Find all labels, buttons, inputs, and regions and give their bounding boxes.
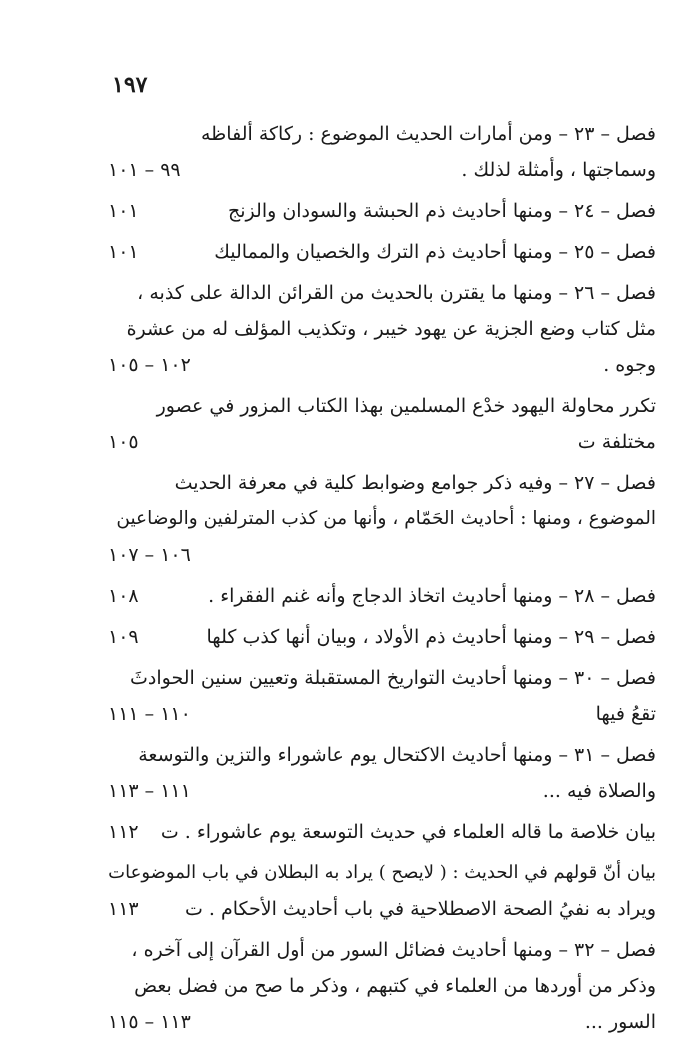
toc-line bbox=[108, 424, 656, 460]
toc-line-text: فصل – ٣٠ – ومنها أحاديث التواريخ المستقبلة وتعيين سنين الحوادثَ bbox=[130, 667, 656, 689]
toc-line-text: مختلفة ت bbox=[577, 431, 656, 453]
toc-line bbox=[108, 891, 656, 927]
toc-line-text: تكرر محاولة اليهود خدْع المسلمين بهذا الكتاب المزور في عصور bbox=[156, 395, 656, 417]
toc-line bbox=[108, 578, 656, 614]
toc-line-text: تقعُ فيها bbox=[595, 703, 656, 725]
toc-line-text: السور ... bbox=[584, 1011, 656, 1033]
toc-entry bbox=[108, 388, 656, 460]
toc-line-text: فصل – ٢٦ – ومنها ما يقترن بالحديث من القرائن الدالة على كذبه ، bbox=[137, 282, 656, 304]
toc-line-text: وجوه . bbox=[603, 354, 656, 376]
toc-entry bbox=[108, 193, 656, 229]
toc-page-ref: ١٠٥ bbox=[108, 431, 139, 453]
toc-entry bbox=[108, 660, 656, 732]
toc-entry bbox=[108, 465, 656, 573]
toc-line bbox=[108, 311, 656, 347]
toc-page-ref: ١١١ – ١١٣ bbox=[108, 780, 191, 802]
toc-line bbox=[108, 501, 656, 537]
toc-line-text: فصل – ٢٤ – ومنها أحاديث ذم الحبشة والسودان والزنج bbox=[228, 200, 656, 222]
toc-line-text: الموضوع ، ومنها : أحاديث الحَمّام ، وأنها من كذب المترلفين والوضاعين bbox=[116, 508, 656, 529]
toc-line bbox=[108, 619, 656, 655]
toc-entry bbox=[108, 275, 656, 383]
toc-page-ref: ١٠٦ – ١٠٧ bbox=[108, 544, 191, 566]
toc-line bbox=[108, 1004, 656, 1040]
toc-line bbox=[108, 116, 656, 152]
toc-line-text: مثل كتاب وضع الجزية عن يهود خيبر ، وتكذيب المؤلف له من عشرة bbox=[126, 318, 656, 340]
toc-line-text: والصلاة فيه ... bbox=[542, 780, 656, 802]
toc-line-text: وذكر من أوردها من العلماء في كتبهم ، وذكر ما صح من فضل بعض bbox=[134, 975, 656, 997]
toc-entry bbox=[108, 619, 656, 655]
toc-line-text: فصل – ٢٩ – ومنها أحاديث ذم الأولاد ، وبيان أنها كذب كلها bbox=[206, 626, 656, 648]
toc-line-text: فصل – ٢٨ – ومنها أحاديث اتخاذ الدجاج وأنه غنم الفقراء . bbox=[208, 585, 656, 607]
toc-entry bbox=[108, 814, 656, 850]
toc-line bbox=[108, 814, 656, 850]
toc-page-ref: ١١٢ bbox=[108, 821, 139, 843]
toc-page-ref: ١٠١ bbox=[108, 200, 139, 222]
toc-line-text: ويراد به نفيُ الصحة الاصطلاحية في باب أحاديث الأحكام . ت bbox=[184, 898, 656, 920]
toc-line-text: فصل – ٢٧ – وفيه ذكر جوامع وضوابط كلية في معرفة الحديث bbox=[174, 472, 656, 494]
page-number: ١٩٧ bbox=[112, 72, 148, 98]
toc-page-ref: ١١٣ bbox=[108, 898, 139, 920]
toc-page-ref: ١١٠ – ١١١ bbox=[108, 703, 191, 725]
toc-line bbox=[108, 347, 656, 383]
toc-entry bbox=[108, 932, 656, 1040]
toc-line bbox=[108, 660, 656, 696]
toc-page-ref: ٩٩ – ١٠١ bbox=[108, 159, 181, 181]
toc-line-text: فصل – ٣١ – ومنها أحاديث الاكتحال يوم عاشوراء والتزين والتوسعة bbox=[138, 744, 656, 766]
toc-line-text: فصل – ٢٥ – ومنها أحاديث ذم الترك والخصيان والمماليك bbox=[214, 241, 656, 263]
toc-entry bbox=[108, 737, 656, 809]
toc-page-ref: ١٠١ bbox=[108, 241, 139, 263]
toc-line bbox=[108, 737, 656, 773]
toc-entry bbox=[108, 855, 656, 927]
toc-page-ref: ١٠٩ bbox=[108, 626, 139, 648]
toc-line bbox=[108, 855, 656, 891]
toc-line bbox=[108, 696, 656, 732]
toc-page-ref: ١٠٨ bbox=[108, 585, 139, 607]
toc-line bbox=[108, 388, 656, 424]
toc-page-ref: ١١٣ – ١١٥ bbox=[108, 1011, 191, 1033]
toc-line bbox=[108, 773, 656, 809]
toc-line bbox=[108, 275, 656, 311]
toc-line-text: بيان أنّ قولهم في الحديث : ( لايصح ) يراد به البطلان في باب الموضوعات bbox=[108, 862, 656, 883]
toc-page-ref: ١٠٢ – ١٠٥ bbox=[108, 354, 191, 376]
table-of-contents bbox=[108, 116, 656, 1045]
toc-line bbox=[108, 193, 656, 229]
toc-line-text: بيان خلاصة ما قاله العلماء في حديث التوسعة يوم عاشوراء . ت bbox=[160, 821, 656, 843]
toc-line bbox=[108, 152, 656, 188]
toc-line bbox=[108, 968, 656, 1004]
toc-line bbox=[108, 537, 656, 573]
toc-line bbox=[108, 465, 656, 501]
toc-entry bbox=[108, 116, 656, 188]
toc-line bbox=[108, 234, 656, 270]
toc-entry bbox=[108, 578, 656, 614]
toc-line-text: فصل – ٢٣ – ومن أمارات الحديث الموضوع : ركاكة ألفاظه bbox=[201, 123, 656, 145]
toc-line bbox=[108, 932, 656, 968]
toc-line-text: وسماجتها ، وأمثلة لذلك . bbox=[461, 159, 656, 181]
toc-line-text: فصل – ٣٢ – ومنها أحاديث فضائل السور من أول القرآن إلى آخره ، bbox=[131, 939, 656, 961]
toc-entry bbox=[108, 234, 656, 270]
